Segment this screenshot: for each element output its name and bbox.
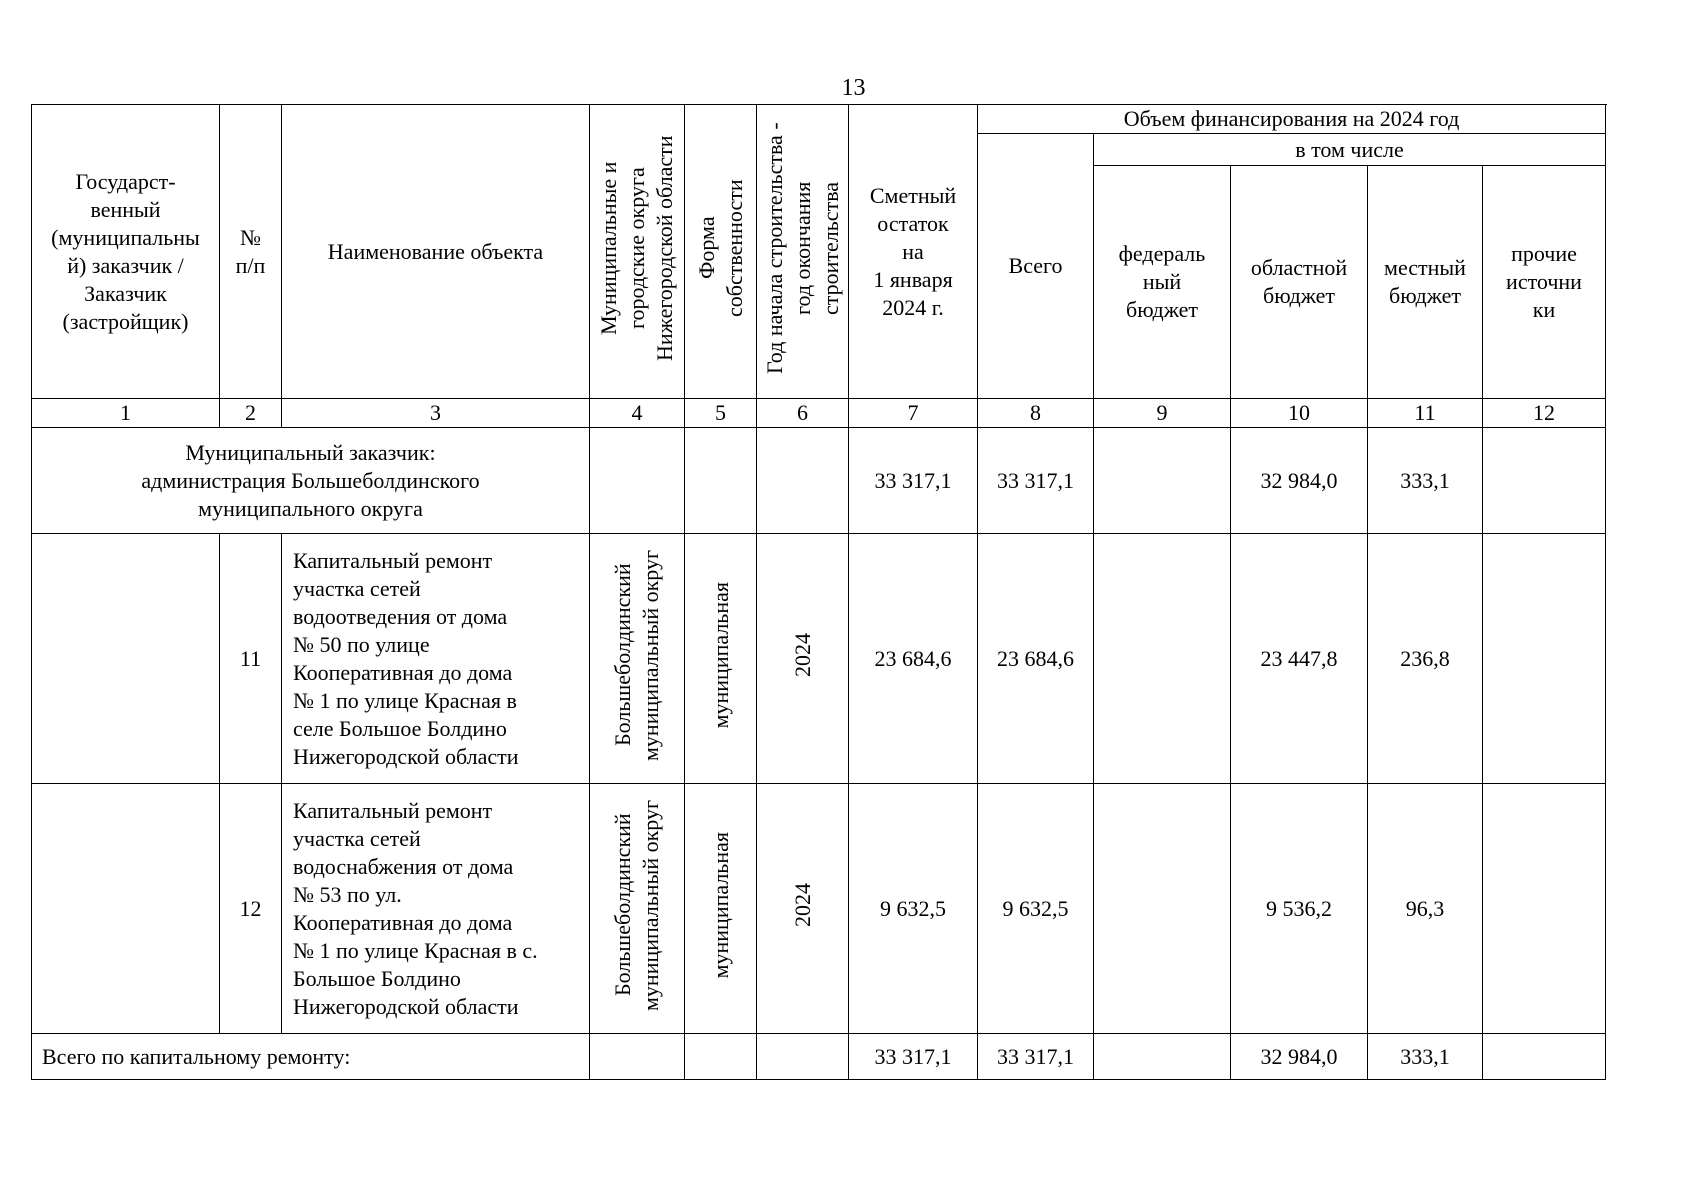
regional-budget: 23 447,8 xyxy=(1231,534,1368,784)
construction-years: 2024 xyxy=(757,534,849,784)
financing-table xyxy=(31,104,1606,1080)
column-number: 3 xyxy=(282,399,590,428)
header-customer: Государст- венный (муниципальны й) заказчик / Заказчик (застройщик) xyxy=(32,105,220,399)
header-estimate-balance: Сметный остаток на 1 января 2024 г. xyxy=(849,105,978,399)
construction-years: 2024 xyxy=(757,784,849,1034)
column-number: 11 xyxy=(1368,399,1483,428)
header-total: Всего xyxy=(978,134,1094,399)
empty-cell xyxy=(32,784,220,1034)
table-row xyxy=(32,534,1606,784)
estimate-balance: 9 632,5 xyxy=(849,784,978,1034)
totals-total: 33 317,1 xyxy=(978,1034,1094,1080)
group-estimate: 33 317,1 xyxy=(849,428,978,534)
financing-total: 9 632,5 xyxy=(978,784,1094,1034)
financing-total: 23 684,6 xyxy=(978,534,1094,784)
regional-budget: 9 536,2 xyxy=(1231,784,1368,1034)
column-number: 2 xyxy=(220,399,282,428)
other-sources xyxy=(1483,784,1606,1034)
column-number: 4 xyxy=(590,399,685,428)
totals-other xyxy=(1483,1034,1606,1080)
header-federal-budget: федераль ный бюджет xyxy=(1094,166,1231,399)
header-financing-title: Объем финансирования на 2024 год xyxy=(978,105,1606,134)
header-construction-years: Год начала строительства - год окончания строительства xyxy=(757,105,849,399)
municipality: Большеболдинский муниципальный округ xyxy=(590,534,685,784)
other-sources xyxy=(1483,534,1606,784)
estimate-balance: 23 684,6 xyxy=(849,534,978,784)
empty-cell xyxy=(757,1034,849,1080)
row-number: 11 xyxy=(220,534,282,784)
header-including: в том числе xyxy=(1094,134,1606,166)
row-number: 12 xyxy=(220,784,282,1034)
column-numbers-row xyxy=(32,399,1606,428)
totals-local: 333,1 xyxy=(1368,1034,1483,1080)
column-number: 8 xyxy=(978,399,1094,428)
object-name: Капитальный ремонт участка сетей водоснабжения от дома № 53 по ул. Кооперативная до дома № 1 по улице Красная в с. Большое Болдино Нижегородской области xyxy=(282,784,590,1034)
group-federal xyxy=(1094,428,1231,534)
ownership-form: муниципальная xyxy=(685,534,757,784)
empty-cell xyxy=(590,428,685,534)
column-number: 12 xyxy=(1483,399,1606,428)
header-row-number: № п/п xyxy=(220,105,282,399)
header-regional-budget: областной бюджет xyxy=(1231,166,1368,399)
empty-cell xyxy=(32,534,220,784)
column-number: 5 xyxy=(685,399,757,428)
column-number: 7 xyxy=(849,399,978,428)
group-other xyxy=(1483,428,1606,534)
totals-row xyxy=(32,1034,1606,1080)
federal-budget xyxy=(1094,784,1231,1034)
municipality: Большеболдинский муниципальный округ xyxy=(590,784,685,1034)
totals-regional: 32 984,0 xyxy=(1231,1034,1368,1080)
empty-cell xyxy=(685,1034,757,1080)
column-number: 10 xyxy=(1231,399,1368,428)
column-number: 1 xyxy=(32,399,220,428)
local-budget: 236,8 xyxy=(1368,534,1483,784)
empty-cell xyxy=(685,428,757,534)
federal-budget xyxy=(1094,534,1231,784)
empty-cell xyxy=(757,428,849,534)
totals-federal xyxy=(1094,1034,1231,1080)
header-municipal-districts: Муниципальные и городские округа Нижегородской области xyxy=(590,105,685,399)
column-number: 6 xyxy=(757,399,849,428)
ownership-form: муниципальная xyxy=(685,784,757,1034)
header-local-budget: местный бюджет xyxy=(1368,166,1483,399)
header-object-name: Наименование объекта xyxy=(282,105,590,399)
customer-group-label: Муниципальный заказчик: администрация Большеболдинского муниципального округа xyxy=(32,428,590,534)
totals-estimate: 33 317,1 xyxy=(849,1034,978,1080)
object-name: Капитальный ремонт участка сетей водоотведения от дома № 50 по улице Кооперативная до дома № 1 по улице Красная в селе Большое Болдино Нижегородской области xyxy=(282,534,590,784)
local-budget: 96,3 xyxy=(1368,784,1483,1034)
header-other-sources: прочие источни ки xyxy=(1483,166,1606,399)
group-local: 333,1 xyxy=(1368,428,1483,534)
column-number: 9 xyxy=(1094,399,1231,428)
totals-label: Всего по капитальному ремонту: xyxy=(32,1034,590,1080)
group-regional: 32 984,0 xyxy=(1231,428,1368,534)
table-row xyxy=(32,784,1606,1034)
page-number: 13 xyxy=(841,75,866,101)
header-row-financing-title xyxy=(32,105,1606,134)
empty-cell xyxy=(590,1034,685,1080)
group-total: 33 317,1 xyxy=(978,428,1094,534)
header-ownership-form: Форма собственности xyxy=(685,105,757,399)
customer-group-row xyxy=(32,428,1606,534)
